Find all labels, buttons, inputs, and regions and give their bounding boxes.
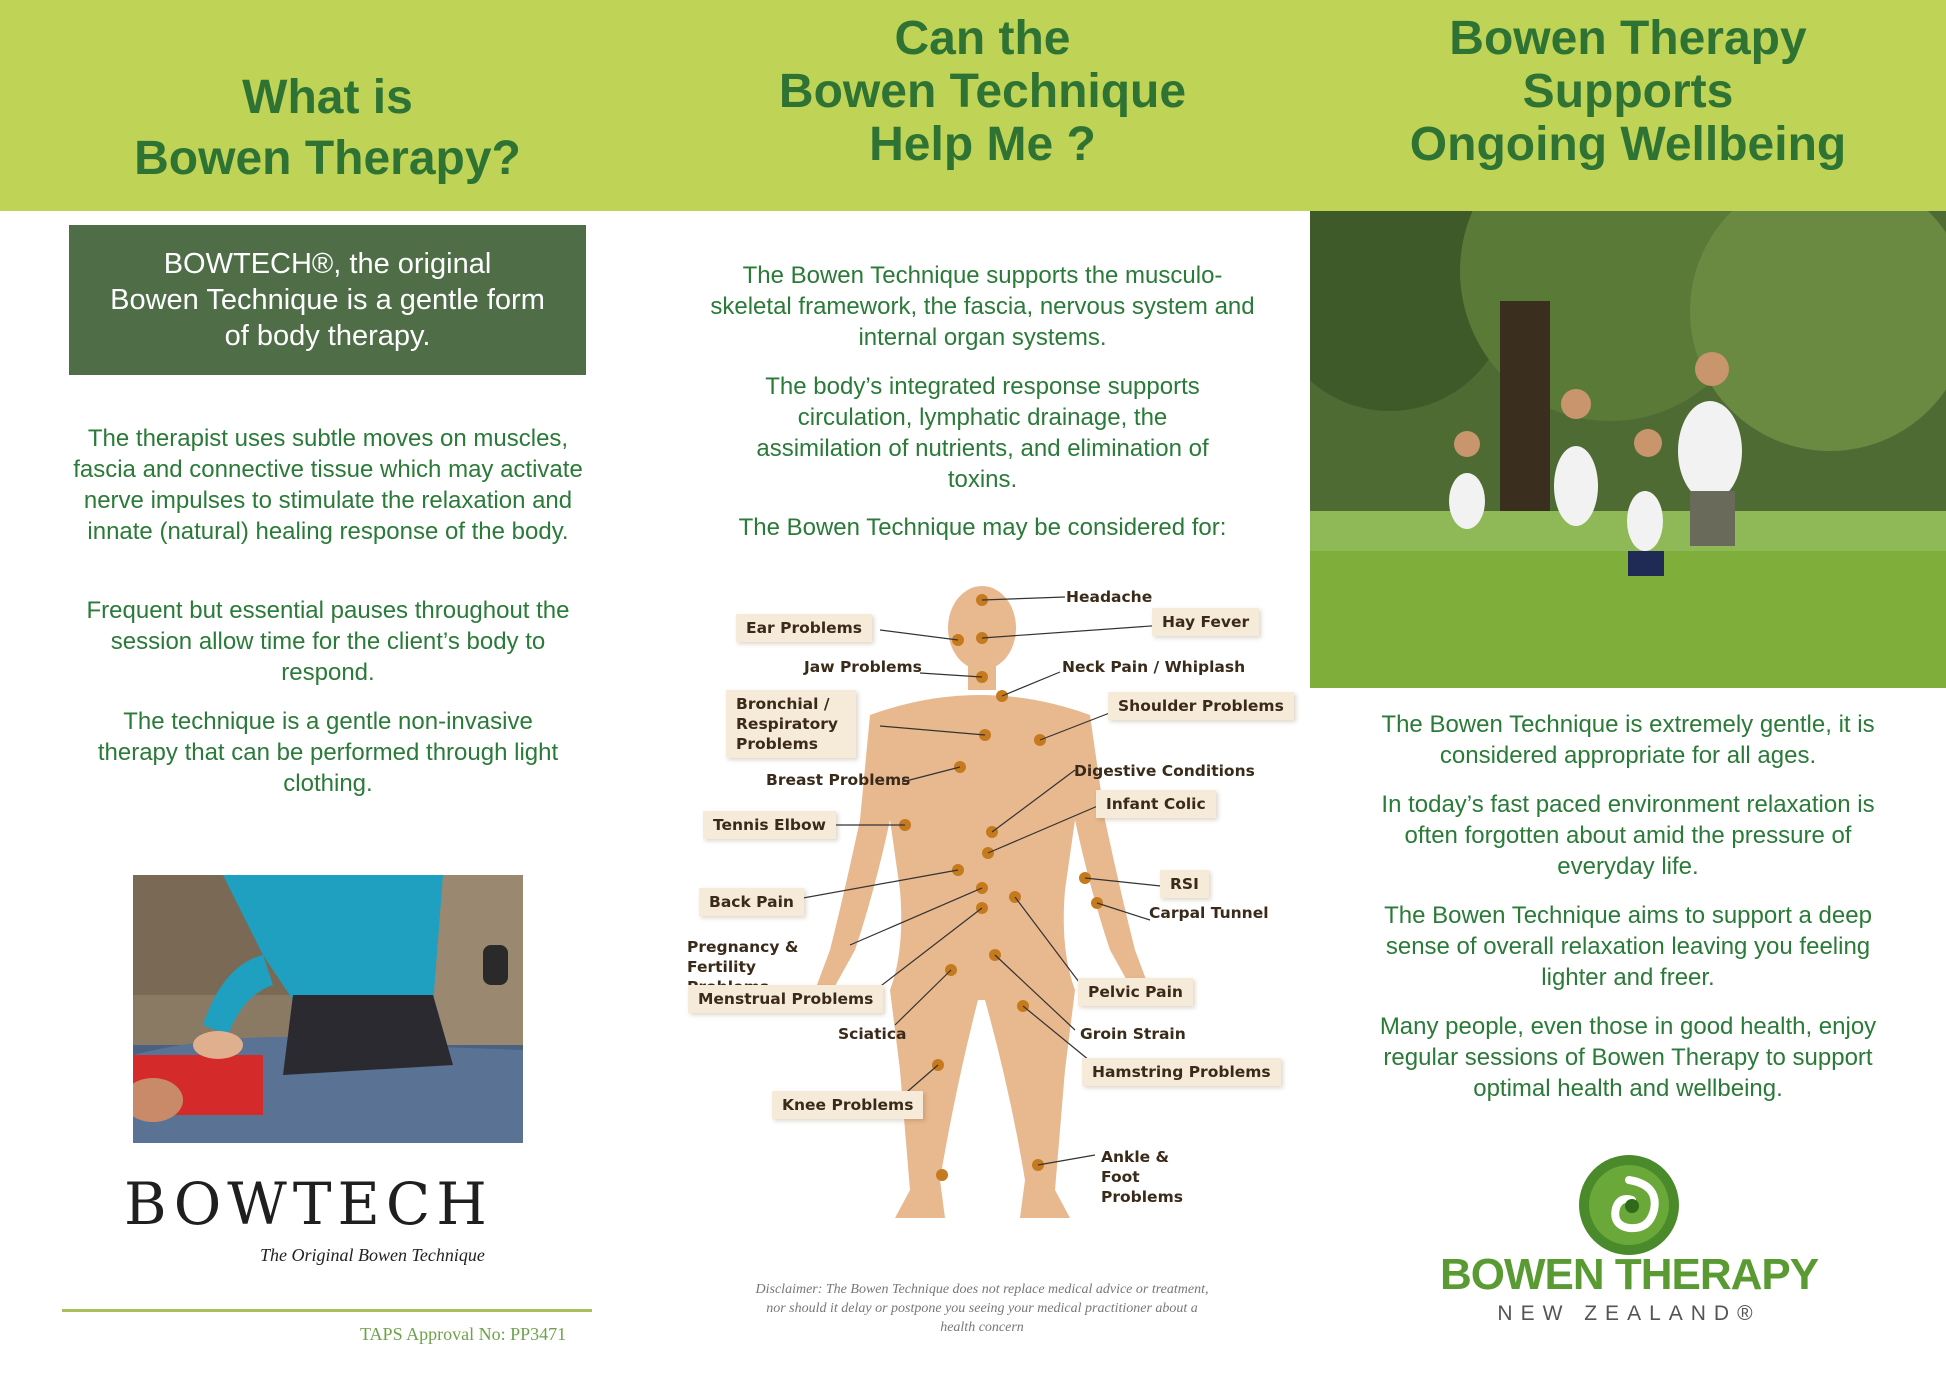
label-breast-problems: Breast Problems — [766, 771, 911, 789]
col2-paragraph-2: The body’s integrated response supports circulation, lymphatic drainage, the assimilation of nutrients, and elimination of toxins. — [756, 373, 1209, 493]
label-infant-colic: Infant Colic — [1096, 790, 1216, 818]
col2-paragraph-1: The Bowen Technique supports the musculo-skeletal framework, the fascia, nervous system and internal organ systems. — [710, 262, 1255, 351]
title-line: What is — [242, 70, 413, 124]
bowen-spiral-icon — [1574, 1150, 1684, 1260]
intro-line: Bowen Technique is a gentle form — [110, 284, 545, 316]
label-ankle-foot: Ankle & Foot Problems — [1101, 1148, 1183, 1206]
title-line: Bowen Therapy — [1449, 12, 1807, 65]
title-line: Bowen Technique — [778, 65, 1187, 118]
label-neck-pain: Neck Pain / Whiplash — [1062, 658, 1246, 676]
col1-paragraph-3: The technique is a gentle non-invasive therapy that can be performed through light clothing. — [97, 708, 559, 797]
label-knee-problems: Knee Problems — [772, 1091, 923, 1119]
label-tennis-elbow: Tennis Elbow — [703, 811, 836, 839]
footer-divider — [62, 1309, 592, 1312]
intro-line: of body therapy. — [224, 320, 431, 352]
label-rsi: RSI — [1160, 870, 1209, 898]
label-bronchial: Bronchial / Respiratory Problems — [726, 690, 856, 758]
label-pregnancy: Pregnancy & Fertility — [687, 938, 799, 976]
label-carpal-tunnel: Carpal Tunnel — [1149, 904, 1269, 922]
taps-approval: TAPS Approval No: PP3471 — [360, 1324, 567, 1344]
title-line: Ongoing Wellbeing — [1409, 118, 1847, 171]
label-menstrual: Menstrual Problems — [688, 985, 883, 1013]
label-groin-strain: Groin Strain — [1080, 1025, 1186, 1043]
column3-title — [1310, 0, 1946, 197]
title-line: Supports — [1522, 65, 1734, 118]
bowen-therapy-subtitle: NEW ZEALAND® — [1497, 1302, 1761, 1325]
label-hay-fever: Hay Fever — [1152, 608, 1259, 636]
title-line: Help Me ? — [869, 118, 1096, 171]
bowtech-tagline: The Original Bowen Technique — [260, 1245, 485, 1265]
label-back-pain: Back Pain — [699, 888, 804, 916]
column1-title — [0, 22, 655, 233]
col3-paragraph-1: The Bowen Technique is extremely gentle, it is considered appropriate for all ages. — [1381, 711, 1875, 769]
col2-paragraph-3: The Bowen Technique may be considered for: — [738, 514, 1227, 541]
column2-title — [655, 0, 1310, 197]
col3-paragraph-2: In today’s fast paced environment relaxation is often forgotten about amid the pressure of everyday life. — [1381, 791, 1875, 880]
title-line: Bowen Therapy? — [134, 131, 521, 185]
label-pelvic-pain: Pelvic Pain — [1078, 978, 1193, 1006]
col3-paragraph-3: The Bowen Technique aims to support a deep sense of overall relaxation leaving you feeling lighter and freer. — [1384, 902, 1872, 991]
label-hamstring: Hamstring Problems — [1082, 1058, 1281, 1086]
intro-line: BOWTECH®, the original — [163, 248, 492, 280]
therapy-photo — [133, 875, 523, 1143]
col1-paragraph-1: The therapist uses subtle moves on muscles, fascia and connective tissue which may activate nerve impulses to stimulate the relaxation and innate (natural) healing response of the body. — [73, 425, 583, 545]
col3-paragraph-4: Many people, even those in good health, enjoy regular sessions of Bowen Therapy to support optimal health and wellbeing. — [1379, 1013, 1877, 1102]
disclaimer: Disclaimer: The Bowen Technique does not replace medical advice or treatment, nor should it delay or postpone you seeing your medical practitioner about a health concern — [755, 1282, 1209, 1335]
title-line: Can the — [894, 12, 1071, 65]
col1-paragraph-2: Frequent but essential pauses throughout the session allow time for the client’s body to respond. — [86, 597, 570, 686]
bowtech-logo: BOWTECH — [124, 1170, 493, 1238]
label-digestive: Digestive Conditions — [1074, 762, 1255, 780]
label-headache: Headache — [1066, 588, 1153, 606]
label-shoulder-problems: Shoulder Problems — [1108, 692, 1294, 720]
intro-box — [69, 225, 586, 375]
family-photo — [1310, 211, 1946, 688]
label-sciatica: Sciatica — [838, 1025, 907, 1043]
bowen-therapy-logo: BOWEN THERAPY — [1439, 1250, 1819, 1299]
label-jaw-problems: Jaw Problems — [804, 658, 922, 676]
label-ear-problems: Ear Problems — [736, 614, 872, 642]
